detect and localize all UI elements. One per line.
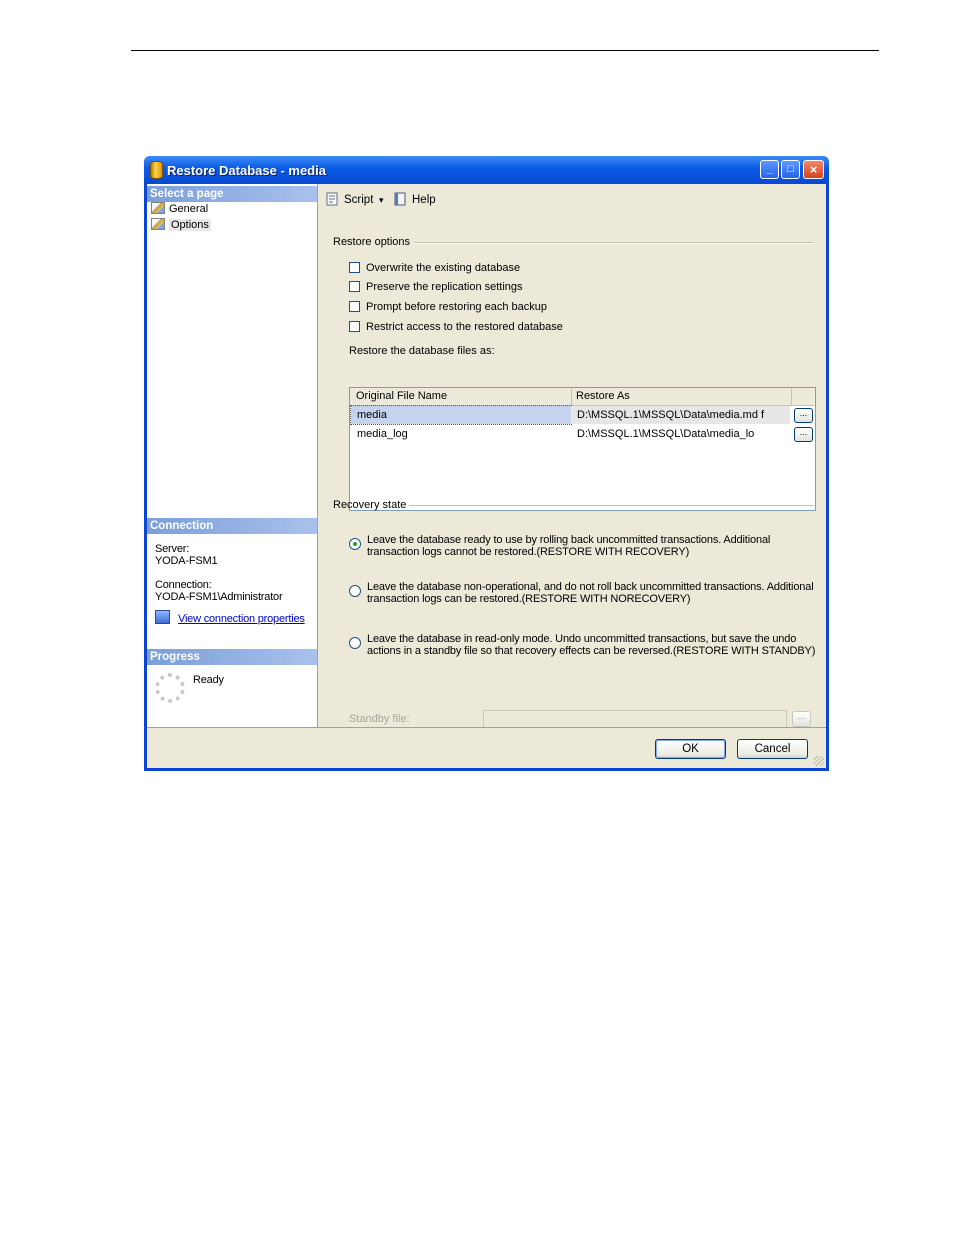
radio-label-line1: Leave the database non-operational, and do not roll back uncommitted transactions. Additional: [367, 581, 814, 593]
checkbox-box[interactable]: [349, 301, 360, 312]
table-row-restore-as-cell[interactable]: D:\MSSQL.1\MSSQL\Data\media.md f: [571, 406, 790, 424]
cancel-button[interactable]: Cancel: [737, 739, 808, 759]
column-header-restore-as[interactable]: Restore As: [576, 390, 630, 402]
standby-browse-button[interactable]: ...: [792, 711, 811, 727]
checkbox-box[interactable]: [349, 262, 360, 273]
view-connection-properties-link[interactable]: View connection properties: [178, 613, 305, 625]
radio-label-line2: transaction logs can be restored.(RESTORE WITH NORECOVERY): [367, 593, 691, 605]
select-page-header: Select a page: [147, 186, 317, 202]
checkbox-box[interactable]: [349, 281, 360, 292]
checkbox-box[interactable]: [349, 321, 360, 332]
column-separator: [791, 388, 792, 405]
recovery-state-divider: [409, 505, 814, 507]
page-rule: [131, 50, 879, 51]
script-button[interactable]: [325, 192, 373, 208]
connection-label: Connection:: [155, 579, 212, 591]
nav-item-general[interactable]: [151, 202, 208, 217]
preserve-replication-checkbox[interactable]: [349, 280, 523, 296]
checkbox-label: Restrict access to the restored database: [366, 321, 563, 333]
script-label: Script: [344, 194, 374, 206]
help-icon: [393, 192, 408, 206]
restore-files-grid: [349, 387, 816, 511]
help-label: Help: [412, 194, 436, 206]
column-separator: [571, 388, 572, 405]
footer-divider: [147, 727, 826, 728]
progress-spinner-icon: [155, 673, 185, 703]
progress-status: Ready: [193, 674, 224, 686]
script-icon: [325, 192, 340, 206]
column-header-original[interactable]: Original File Name: [356, 390, 448, 402]
page-icon: [151, 202, 165, 214]
overwrite-checkbox[interactable]: [349, 261, 520, 277]
radio-button[interactable]: [349, 538, 361, 550]
database-icon: [150, 161, 163, 179]
grid-header: [350, 388, 815, 406]
radio-button[interactable]: [349, 637, 361, 649]
close-button[interactable]: ×: [803, 160, 824, 179]
nav-item-options[interactable]: [151, 218, 211, 233]
prompt-before-restore-checkbox[interactable]: [349, 300, 547, 316]
connection-value: YODA-FSM1\Administrator: [155, 591, 283, 603]
radio-button[interactable]: [349, 585, 361, 597]
window-title: Restore Database - media: [167, 163, 326, 178]
server-label: Server:: [155, 543, 190, 555]
checkbox-label: Prompt before restoring each backup: [366, 301, 547, 313]
ok-button[interactable]: OK: [655, 739, 726, 759]
maximize-button[interactable]: □: [781, 160, 800, 179]
radio-label-line2: actions in a standby file so that recovery effects can be reversed.(RESTORE WITH STANDBY): [367, 645, 816, 657]
script-dropdown-icon[interactable]: ▾: [379, 195, 384, 205]
resize-grip-icon[interactable]: [814, 756, 824, 766]
radio-label-line1: Leave the database in read-only mode. Undo uncommitted transactions, but save the undo: [367, 633, 797, 645]
restrict-access-checkbox[interactable]: [349, 320, 563, 336]
browse-button[interactable]: ...: [794, 408, 813, 423]
standby-file-label: Standby file:: [349, 713, 410, 725]
connection-properties-icon: [155, 610, 170, 624]
nav-item-label: Options: [171, 219, 209, 231]
restore-options-divider: [414, 242, 814, 244]
connection-header: Connection: [147, 518, 317, 534]
dialog-client: [147, 184, 826, 768]
radio-label-line1: Leave the database ready to use by rolling back uncommitted transactions. Additional: [367, 534, 771, 546]
table-row-original-cell[interactable]: media: [351, 406, 571, 424]
page-icon: [151, 218, 165, 230]
restore-options-title: Restore options: [333, 236, 411, 248]
browse-button[interactable]: ...: [794, 427, 813, 442]
checkbox-label: Overwrite the existing database: [366, 262, 521, 274]
title-bar[interactable]: [144, 156, 829, 184]
restore-files-label: Restore the database files as:: [349, 345, 495, 357]
table-row-original-cell[interactable]: media_log: [357, 428, 408, 440]
standby-file-input[interactable]: [483, 710, 787, 728]
minimize-button[interactable]: _: [760, 160, 779, 179]
help-button[interactable]: [393, 192, 436, 208]
table-row-restore-as-cell[interactable]: D:\MSSQL.1\MSSQL\Data\media_lo: [577, 428, 755, 440]
radio-label-line2: transaction logs cannot be restored.(RESTORE WITH RECOVERY): [367, 546, 690, 558]
checkbox-label: Preserve the replication settings: [366, 281, 523, 293]
server-value: YODA-FSM1: [155, 555, 218, 567]
left-pane: [147, 184, 318, 727]
recovery-state-title: Recovery state: [333, 499, 407, 511]
nav-item-label: General: [169, 203, 209, 215]
progress-header: Progress: [147, 649, 317, 665]
restore-database-dialog: [144, 156, 829, 771]
